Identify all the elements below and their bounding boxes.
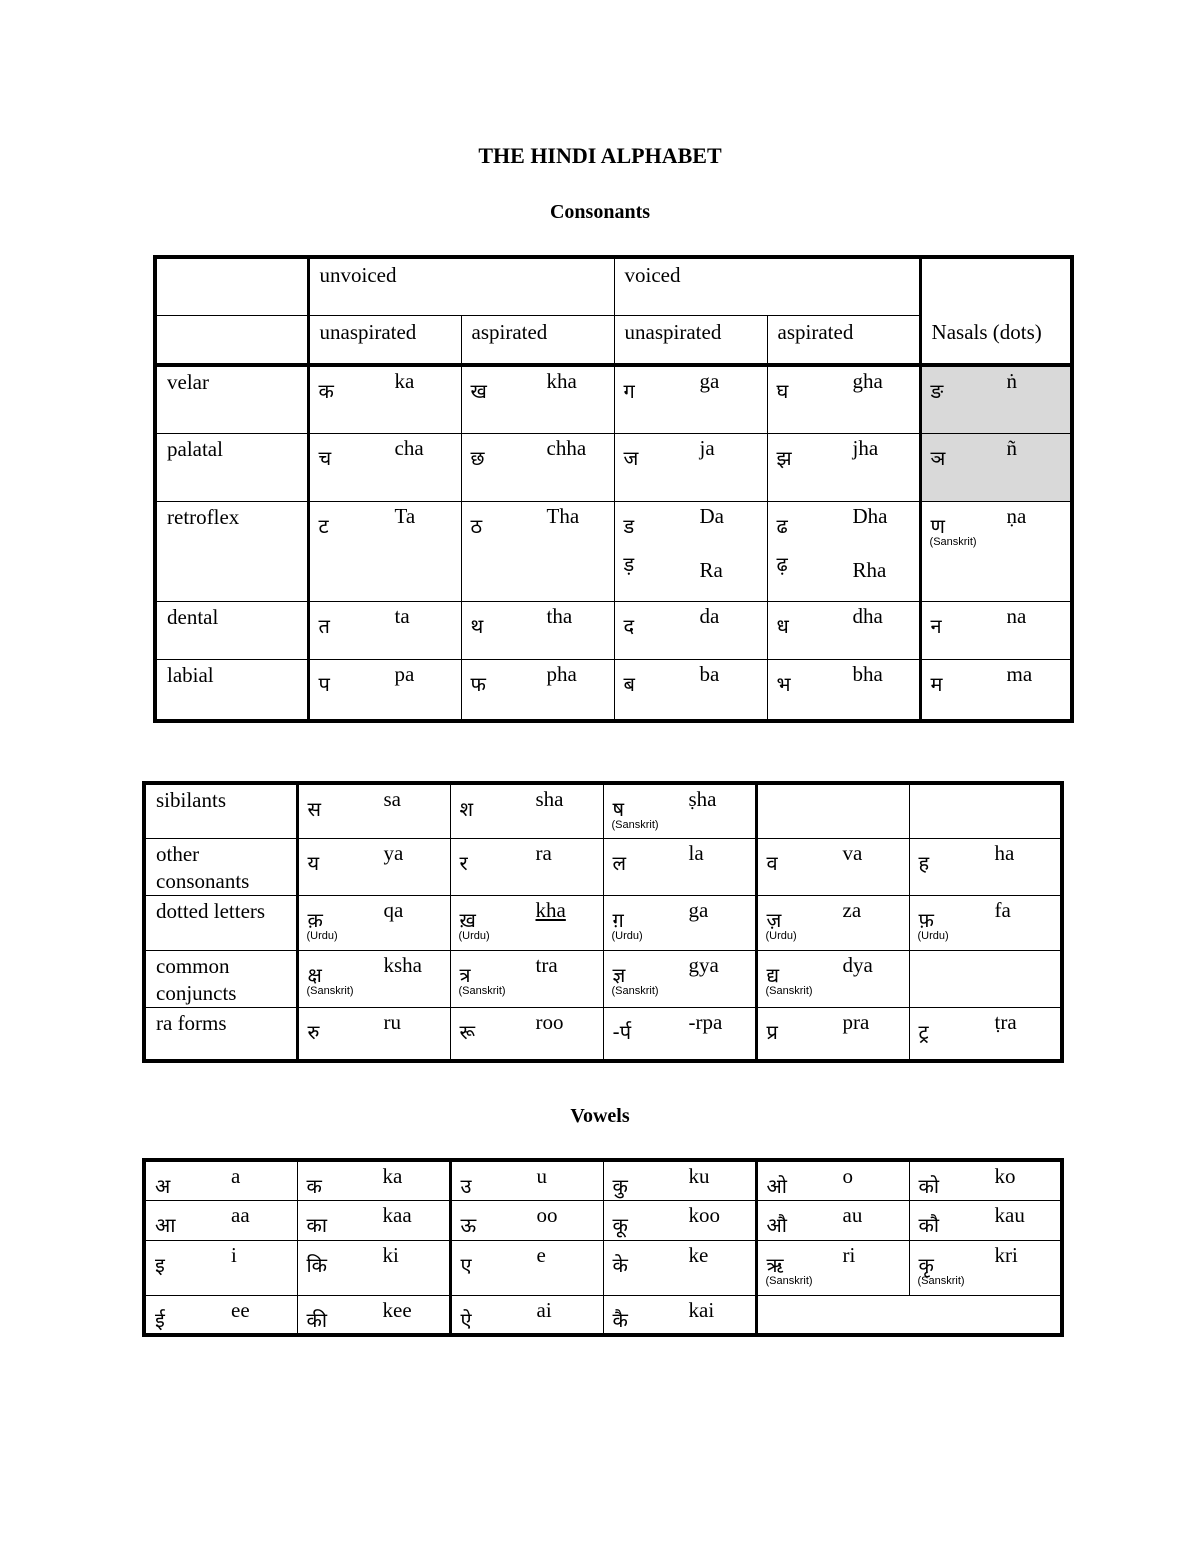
table-row (155, 365, 1072, 433)
romanization: kee (382, 1297, 412, 1322)
devanagari-letter: ढ़ (776, 551, 788, 576)
devanagari-letter: का (306, 1212, 328, 1237)
header-unvoiced-aspirated: aspirated (461, 315, 614, 365)
romanization: ke (688, 1242, 709, 1267)
letter-cell (614, 601, 767, 659)
letter-cell (308, 365, 461, 433)
devanagari-letter: कि (306, 1252, 328, 1277)
romanization: ga (688, 897, 709, 922)
devanagari-letter: ख (470, 379, 487, 403)
letter-cell (603, 1295, 756, 1335)
origin-note: (Urdu) (917, 929, 949, 942)
letter-cell (450, 1200, 603, 1240)
row-label-text: dotted letters (156, 898, 266, 923)
romanization: na (1006, 603, 1027, 628)
letter-cell (144, 1160, 297, 1200)
row-label-text: other consonants (156, 841, 250, 893)
letter-cell (920, 365, 1072, 433)
origin-note: (Sanskrit) (917, 1274, 965, 1287)
page-title: THE HINDI ALPHABET (478, 143, 722, 168)
devanagari-letter: झ (776, 445, 792, 470)
devanagari-letter: रू (459, 1019, 476, 1044)
row-label (155, 365, 308, 433)
romanization: Rha (852, 557, 887, 582)
header-unvoiced-unaspirated: unaspirated (308, 315, 461, 365)
origin-note: (Urdu) (765, 929, 797, 942)
letter-cell (461, 365, 614, 433)
table-row (144, 950, 1062, 1007)
devanagari-letter: ह (918, 850, 930, 875)
romanization: pa (394, 661, 415, 686)
letter-cell (920, 601, 1072, 659)
letter-cell (297, 1200, 450, 1240)
row-label-text: ra forms (156, 1010, 227, 1035)
romanization: la (688, 840, 704, 865)
romanization: ta (394, 603, 410, 628)
row-label (144, 838, 297, 895)
romanization: roo (535, 1009, 564, 1034)
letter-cell (767, 433, 920, 501)
letter-cell (909, 1160, 1062, 1200)
letter-cell (297, 838, 450, 895)
origin-note: (Sanskrit) (306, 984, 354, 997)
row-label (144, 950, 297, 1007)
romanization: koo (688, 1202, 720, 1227)
letter-cell (614, 433, 767, 501)
devanagari-letter: र (459, 850, 468, 875)
romanization: ga (699, 369, 720, 393)
devanagari-letter: ण (930, 513, 945, 538)
letter-cell (450, 1240, 603, 1295)
romanization: au (842, 1202, 863, 1227)
consonants-table (153, 255, 1074, 723)
letter-cell (297, 1295, 450, 1335)
letter-cell (909, 838, 1062, 895)
letter-cell (614, 659, 767, 721)
origin-note: (Sanskrit) (611, 819, 659, 831)
devanagari-letter: ग़ (612, 907, 624, 932)
letter-cell (297, 950, 450, 1007)
devanagari-letter: के (612, 1252, 628, 1277)
letter-cell (909, 895, 1062, 950)
romanization: sha (535, 787, 564, 811)
romanization: gya (688, 952, 719, 977)
letter-cell (756, 1240, 909, 1295)
romanization: o (842, 1164, 853, 1188)
row-label (155, 659, 308, 721)
romanization: a (231, 1164, 241, 1188)
letter-cell (909, 950, 1062, 1007)
devanagari-letter: च (318, 445, 332, 470)
romanization: ee (231, 1297, 250, 1322)
romanization: Ra (699, 557, 723, 582)
header-blank (155, 315, 308, 365)
devanagari-letter: श (459, 797, 474, 821)
devanagari-letter: ल (612, 850, 627, 875)
devanagari-letter: छ (470, 445, 485, 470)
romanization: kri (994, 1242, 1018, 1267)
letter-cell (297, 783, 450, 838)
romanization: ṣha (688, 787, 717, 811)
romanization: ha (994, 840, 1015, 865)
romanization: tha (546, 603, 573, 628)
romanization: ksha (383, 952, 422, 977)
devanagari-letter: की (306, 1307, 328, 1332)
origin-note: (Urdu) (611, 929, 643, 942)
devanagari-letter: ट्र (918, 1019, 929, 1044)
devanagari-letter: ई (155, 1307, 165, 1332)
letter-cell (450, 1007, 603, 1061)
romanization: ya (383, 840, 404, 865)
letter-cell (756, 1007, 909, 1061)
letter-cell (909, 783, 1062, 838)
romanization: Dha (852, 503, 888, 528)
devanagari-letter: -र्प (612, 1019, 632, 1044)
letter-cell (603, 1240, 756, 1295)
letter-cell (614, 501, 767, 601)
letter-cell (767, 659, 920, 721)
romanization: tra (535, 952, 558, 977)
table-row (144, 1200, 1062, 1240)
romanization: gha (852, 369, 883, 393)
row-label (155, 433, 308, 501)
consonants-heading: Consonants (549, 201, 651, 223)
origin-note: (Sanskrit) (765, 984, 813, 997)
devanagari-letter: कृ (918, 1252, 934, 1277)
romanization: kai (688, 1297, 715, 1322)
devanagari-letter: क (318, 379, 334, 403)
letter-cell (603, 1200, 756, 1240)
devanagari-letter: द (623, 613, 635, 638)
devanagari-letter: ऐ (460, 1307, 472, 1332)
romanization: kaa (382, 1202, 412, 1227)
romanization: da (699, 603, 720, 628)
romanization: i (231, 1242, 237, 1267)
devanagari-letter: फ़ (918, 907, 934, 932)
devanagari-letter: स (307, 797, 322, 821)
letter-cell (909, 1200, 1062, 1240)
romanization: ka (394, 369, 415, 393)
row-label-text: labial (167, 662, 214, 687)
devanagari-letter: फ (470, 671, 486, 696)
letter-cell (756, 783, 909, 838)
devanagari-letter: ऊ (460, 1212, 477, 1237)
devanagari-letter: ब (623, 671, 635, 696)
row-label-text: common conjuncts (156, 953, 237, 1005)
romanization: kha (546, 369, 577, 393)
table-row (144, 1007, 1062, 1061)
table-row (144, 838, 1062, 895)
romanization: fa (994, 897, 1011, 922)
letter-cell (297, 1160, 450, 1200)
devanagari-letter: ट (318, 513, 329, 538)
row-label-text: sibilants (156, 788, 227, 812)
romanization: ko (994, 1164, 1016, 1188)
romanization: ṅ (1006, 369, 1018, 393)
romanization: jha (852, 435, 879, 460)
letter-cell (603, 838, 756, 895)
row-label-text: velar (167, 370, 209, 394)
devanagari-letter: इ (155, 1252, 165, 1277)
romanization: ba (699, 661, 720, 686)
letter-cell (909, 1240, 1062, 1295)
romanization: ka (382, 1164, 403, 1188)
origin-note: (Urdu) (458, 929, 490, 942)
devanagari-letter: न (930, 613, 942, 638)
romanization: qa (383, 897, 404, 922)
letter-cell (603, 1160, 756, 1200)
header-blank (155, 257, 308, 315)
romanization: ṇa (1006, 503, 1027, 528)
vowels-heading: Vowels (570, 1105, 630, 1127)
devanagari-letter: म (930, 671, 943, 696)
devanagari-letter: त (318, 613, 330, 638)
romanization: ku (688, 1164, 710, 1188)
row-label-text: retroflex (167, 504, 240, 529)
devanagari-letter: ड़ (623, 551, 635, 576)
letter-cell (461, 433, 614, 501)
devanagari-letter: ज (623, 445, 639, 470)
devanagari-letter: कौ (918, 1212, 940, 1237)
letter-cell (297, 1240, 450, 1295)
letter-cell (603, 1007, 756, 1061)
devanagari-letter: ध (776, 613, 789, 638)
romanization: dya (842, 952, 873, 977)
letter-cell (920, 433, 1072, 501)
letter-cell (767, 601, 920, 659)
devanagari-letter: क़ (307, 907, 323, 932)
romanization: ri (842, 1242, 856, 1267)
romanization: sa (383, 787, 401, 811)
letter-cell (614, 365, 767, 433)
row-label (155, 501, 308, 601)
romanization: va (842, 840, 863, 865)
devanagari-letter: आ (155, 1212, 176, 1237)
row-label (144, 783, 297, 838)
devanagari-letter: ख़ (459, 907, 476, 932)
letter-cell (308, 433, 461, 501)
devanagari-letter: ठ (470, 513, 483, 538)
letter-cell (909, 1007, 1062, 1061)
devanagari-letter: ङ (930, 379, 944, 403)
romanization: Ta (394, 503, 416, 528)
letter-cell (756, 950, 909, 1007)
devanagari-letter: ड (623, 513, 635, 538)
devanagari-letter: त्र (459, 962, 471, 987)
origin-note: (Urdu) (306, 929, 338, 942)
devanagari-letter: य (307, 850, 320, 875)
devanagari-letter: रु (307, 1019, 320, 1044)
table-row (144, 783, 1062, 838)
letter-cell (756, 895, 909, 950)
header-unvoiced: unvoiced (308, 257, 614, 315)
devanagari-letter: को (918, 1174, 940, 1198)
devanagari-letter: क्ष (307, 962, 322, 987)
romanization: -rpa (688, 1009, 723, 1034)
letter-cell (756, 1160, 909, 1200)
letter-cell (450, 838, 603, 895)
romanization: e (536, 1242, 546, 1267)
letter-cell (308, 601, 461, 659)
devanagari-letter: औ (766, 1212, 787, 1237)
romanization: aa (231, 1202, 250, 1227)
origin-note: (Sanskrit) (458, 984, 506, 997)
romanization: ru (383, 1009, 401, 1034)
letter-cell (450, 783, 603, 838)
letter-cell (308, 501, 461, 601)
devanagari-letter: अ (155, 1174, 171, 1198)
devanagari-letter: कू (612, 1212, 628, 1237)
romanization: bha (852, 661, 883, 686)
devanagari-letter: ग (623, 379, 635, 403)
devanagari-letter: घ (776, 379, 789, 403)
letter-cell (450, 950, 603, 1007)
header-voiced: voiced (614, 257, 920, 315)
letter-cell (144, 1200, 297, 1240)
romanization: cha (394, 435, 424, 460)
romanization: ki (382, 1242, 399, 1267)
devanagari-letter: ष (612, 797, 625, 821)
devanagari-letter: व (766, 850, 778, 875)
romanization: ai (536, 1297, 552, 1322)
letter-cell (450, 1160, 603, 1200)
devanagari-letter: ञ (930, 445, 946, 470)
romanization: Da (699, 503, 725, 528)
other-consonants-table (142, 781, 1064, 1063)
letter-cell (603, 950, 756, 1007)
devanagari-letter: प (318, 671, 330, 696)
devanagari-letter: भ (776, 671, 791, 696)
devanagari-letter: ओ (766, 1174, 787, 1198)
letter-cell (144, 1240, 297, 1295)
devanagari-letter: ज्ञ (612, 962, 626, 987)
vowels-table (142, 1158, 1064, 1337)
letter-cell (461, 659, 614, 721)
letter-cell (297, 1007, 450, 1061)
romanization: ñ (1006, 435, 1018, 460)
devanagari-letter: क (306, 1174, 322, 1198)
devanagari-letter: कै (612, 1307, 628, 1332)
nasals-label: Nasals (dots) (931, 320, 1042, 344)
origin-note: (Sanskrit) (929, 535, 977, 548)
row-label-text: palatal (167, 436, 223, 461)
letter-cell (767, 501, 920, 601)
romanization: dha (852, 603, 883, 628)
header-nasals (920, 257, 1072, 365)
row-label (144, 1007, 297, 1061)
romanization: ja (699, 435, 715, 460)
romanization: kau (994, 1202, 1025, 1227)
letter-cell (920, 659, 1072, 721)
letter-cell (450, 895, 603, 950)
table-row (144, 1295, 1062, 1335)
romanization: chha (546, 435, 587, 460)
table-row (155, 433, 1072, 501)
romanization: ma (1006, 661, 1033, 686)
letter-cell (920, 501, 1072, 601)
letter-cell (461, 501, 614, 601)
letter-cell (308, 659, 461, 721)
romanization: oo (536, 1202, 558, 1227)
devanagari-letter: ए (460, 1252, 472, 1277)
romanization: pra (842, 1009, 870, 1034)
table-row (155, 659, 1072, 721)
table-row (144, 1160, 1062, 1200)
romanization: ṭra (994, 1009, 1017, 1034)
letter-cell (450, 1295, 603, 1335)
romanization: Tha (546, 503, 580, 528)
letter-cell (461, 601, 614, 659)
romanization: ra (535, 840, 552, 865)
romanization: u (536, 1164, 547, 1188)
letter-cell (767, 365, 920, 433)
devanagari-letter: प्र (766, 1019, 778, 1044)
letter-cell (297, 895, 450, 950)
table-row (155, 501, 1072, 601)
letter-cell (756, 838, 909, 895)
letter-cell (756, 1200, 909, 1240)
devanagari-letter: उ (460, 1174, 472, 1198)
row-label-text: dental (167, 604, 219, 629)
romanization: kha (535, 897, 566, 922)
row-label (144, 895, 297, 950)
table-row (144, 1240, 1062, 1295)
devanagari-letter: ज़ (766, 907, 782, 932)
origin-note: (Sanskrit) (765, 1274, 813, 1287)
romanization: za (842, 897, 862, 922)
table-row (155, 601, 1072, 659)
header-voiced-unaspirated: unaspirated (614, 315, 767, 365)
origin-note: (Sanskrit) (611, 984, 659, 997)
devanagari-letter: ऋ (766, 1252, 784, 1277)
devanagari-letter: द्य (766, 962, 780, 987)
header-voiced-aspirated: aspirated (767, 315, 920, 365)
letter-cell (603, 783, 756, 838)
table-row (144, 895, 1062, 950)
devanagari-letter: थ (470, 613, 484, 638)
letter-cell (603, 895, 756, 950)
row-label (155, 601, 308, 659)
devanagari-letter: ढ (776, 513, 788, 538)
devanagari-letter: कु (612, 1174, 628, 1198)
empty-cell (756, 1295, 1062, 1335)
romanization: pha (546, 661, 577, 686)
letter-cell (144, 1295, 297, 1335)
